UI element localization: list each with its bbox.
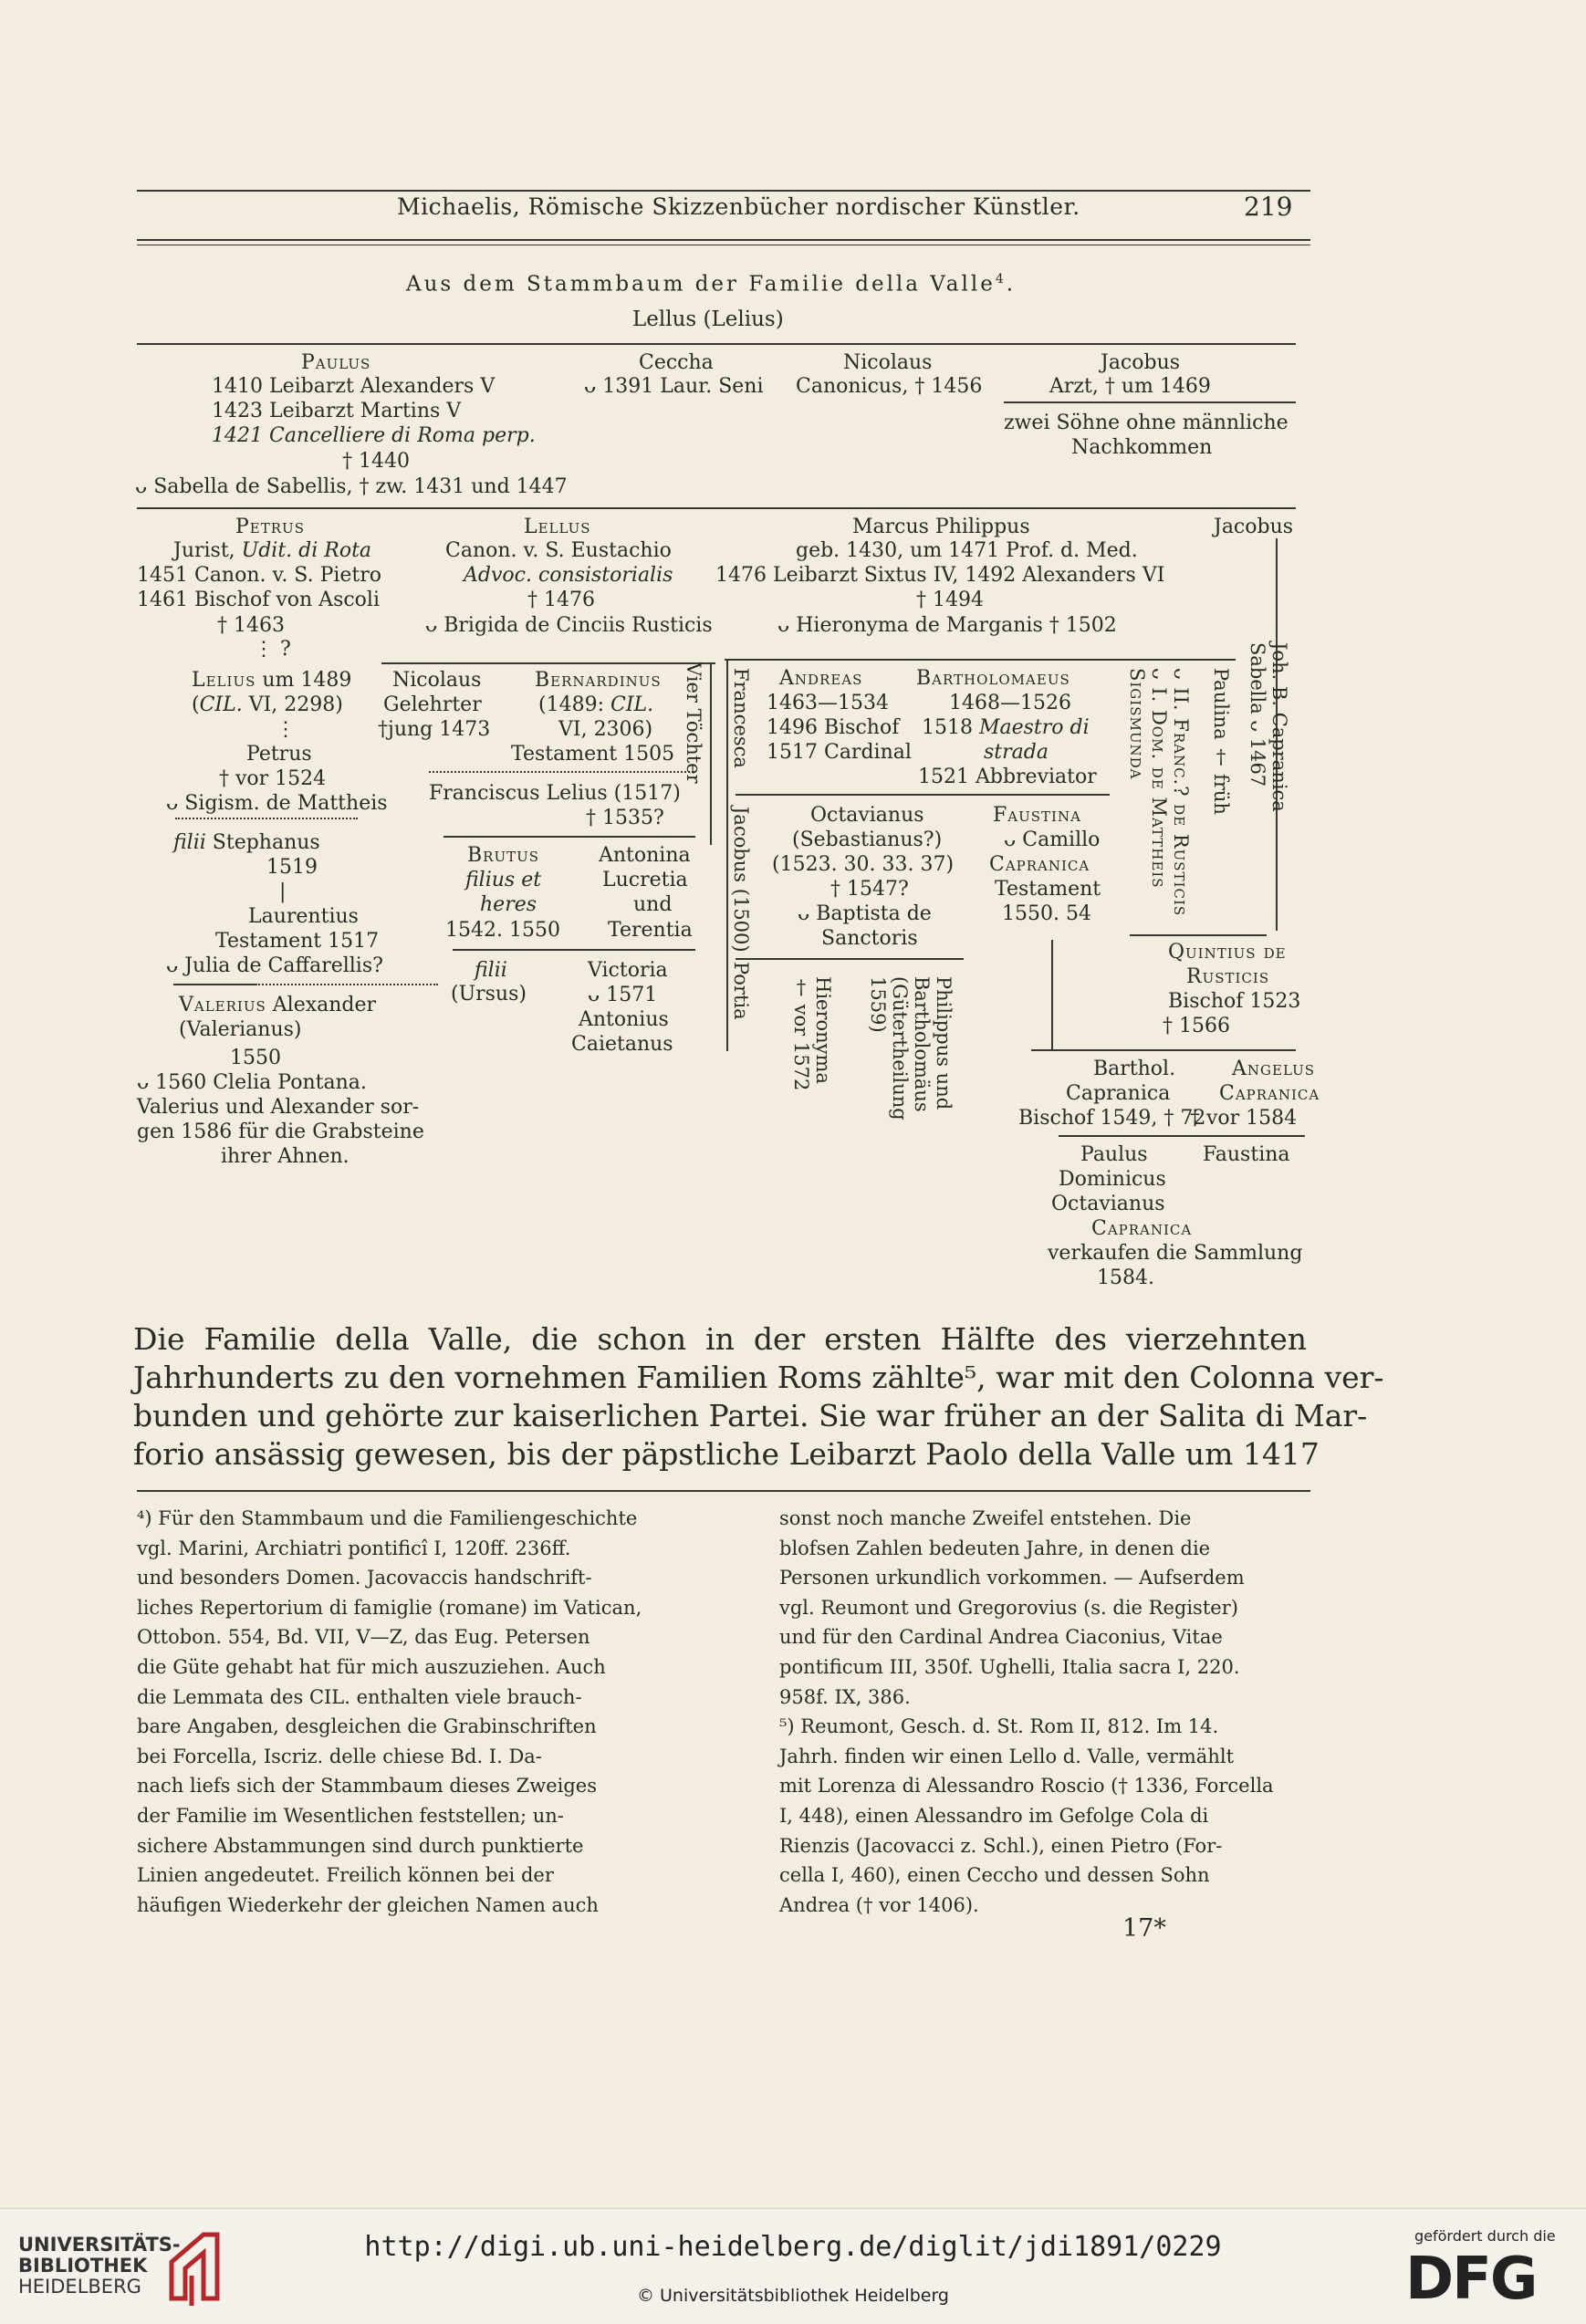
paulina: Paulina † früh <box>1210 668 1232 815</box>
bartholomaeus: 1468—1526 <box>949 692 1071 714</box>
valerius-dotted-bar <box>256 984 438 985</box>
brutus: heres <box>480 893 537 916</box>
footnote-line: I, 448), einen Alessandro im Gefolge Cola di <box>779 1804 1209 1827</box>
quintius: Rusticis <box>1186 965 1270 988</box>
filii-dotted-bar <box>175 818 358 819</box>
gen2-bar <box>137 507 1296 509</box>
andreas: 1463—1534 <box>767 692 889 714</box>
faustina: ᴗ Camillo <box>1004 829 1101 851</box>
bernardinus: Testament 1505 <box>511 743 675 766</box>
bartholomaeus: 1521 Abbreviator <box>918 766 1097 788</box>
paulus-line: 1410 Leibarzt Alexanders V <box>212 375 496 398</box>
children: Octavianus <box>1051 1193 1165 1215</box>
children: verkaufen die Sammlung <box>1048 1242 1303 1265</box>
footnote-line: cella I, 460), einen Ceccho und dessen Sohn <box>779 1864 1210 1887</box>
barthol: Barthol. <box>1093 1058 1176 1080</box>
sabella: Joh. B. Capranica Sabella ᴗ 1467 <box>1247 642 1290 812</box>
children: Faustina <box>1203 1143 1290 1166</box>
footnote-line: Linien angedeutet. Freilich können bei der <box>137 1864 554 1887</box>
footnote-line: bei Forcella, Iscriz. delle chiese Bd. I. Da- <box>137 1745 542 1767</box>
barthol: Bischof 1549, † 72 <box>1018 1107 1206 1130</box>
footnote-line: Personen urkundlich vorkommen. — Aufserdem <box>779 1567 1245 1589</box>
brutus: Brutus <box>467 844 540 867</box>
antonina: und <box>633 893 673 916</box>
octavianus: (Sebastianus?) <box>792 829 943 851</box>
footnote-line: Jahrh. finden wir einen Lello d. Valle, vermählt <box>779 1745 1235 1767</box>
angelus-children-bar <box>1059 1135 1305 1137</box>
sigismunda-children-bar <box>1130 934 1267 936</box>
jacobus-children-bar <box>1004 401 1296 403</box>
bernardinus: (1489: CIL. <box>538 693 654 716</box>
hieronyma: Hieronyma † vor 1572 <box>790 976 834 1091</box>
children: 1584. <box>1097 1266 1154 1289</box>
filii: filii <box>475 959 507 982</box>
octavianus-children-bar <box>736 958 964 960</box>
lellus-spouse: ᴗ Brigida de Cinciis Rusticis <box>425 614 713 637</box>
victoria: Caietanus <box>571 1033 673 1056</box>
paulus-line: 1421 Cancelliere di Roma perp. <box>212 424 536 447</box>
faustina: Faustina <box>993 804 1081 827</box>
antonina: Antonina <box>599 844 691 867</box>
body-line: forio ansässig gewesen, bis der päpstliche Leibarzt Paolo della Valle um 1417 <box>133 1436 1320 1472</box>
page-url-link[interactable]: http://digi.ub.uni-heidelberg.de/diglit/jdi1891/0229 <box>364 2231 1222 2263</box>
antonina: Terentia <box>608 919 693 942</box>
copyright: © Universitätsbibliothek Heidelberg <box>636 2286 949 2306</box>
petrus-desc: gen 1586 für die Grabsteine <box>137 1120 424 1143</box>
andreas-children-bar <box>736 794 1110 796</box>
antonina: Lucretia <box>602 869 688 891</box>
header-top-rule <box>137 190 1310 192</box>
bartholomaeus: strada <box>984 741 1049 764</box>
footnote-line: ⁵) Reumont, Gesch. d. St. Rom II, 812. Im 14. <box>779 1715 1219 1738</box>
octavianus: † 1547? <box>830 878 909 901</box>
philippus-line: † 1494 <box>916 589 984 611</box>
faustina: Testament <box>995 878 1101 901</box>
tree-root: Lellus (Lelius) <box>632 307 784 331</box>
jacobus-1500: Jacobus (1500) <box>730 807 752 953</box>
philippus-children-bar <box>725 659 1236 661</box>
barthol: Capranica <box>1066 1082 1171 1105</box>
signature-mark: 17* <box>1122 1914 1166 1943</box>
footnotes-left <box>137 1504 721 1920</box>
andreas: Andreas <box>779 667 863 690</box>
paulus-line: † 1440 <box>342 450 410 473</box>
petrus-desc: 1550 <box>230 1047 281 1069</box>
petrus-desc: Laurentius <box>248 905 359 928</box>
body-text <box>133 1320 1384 1474</box>
petrus-desc: ᴗ Julia de Caffarellis? <box>166 954 383 977</box>
petrus-desc: ⋮ <box>276 718 296 741</box>
philippus-name: Marcus Philippus <box>852 516 1030 538</box>
petrus-desc: (CIL. VI, 2298) <box>192 693 343 716</box>
library-line: BIBLIOTHEK <box>18 2255 148 2277</box>
lellus-nicolaus: †jung 1473 <box>378 718 491 741</box>
paulus-line: 1423 Leibarzt Martins V <box>212 400 462 422</box>
quintius: Bischof 1523 <box>1168 990 1301 1013</box>
octavianus: (1523. 30. 33. 37) <box>772 853 955 876</box>
filii: (Ursus) <box>451 983 527 1006</box>
philippus-line: geb. 1430, um 1471 Prof. d. Med. <box>796 539 1138 562</box>
philippus-bracket <box>726 659 728 1051</box>
library-line: HEIDELBERG <box>18 2276 141 2298</box>
brutus: filius et <box>465 869 542 891</box>
jacobus-line: zwei Söhne ohne männliche <box>1004 412 1289 434</box>
paulus-spouse: ᴗ Sabella de Sabellis, † zw. 1431 und 1447 <box>135 475 568 498</box>
bartholomaeus: Bartholomaeus <box>916 667 1070 690</box>
page-number: 219 <box>1244 192 1293 222</box>
octavianus: ᴗ Baptista de <box>798 902 932 925</box>
jacobus-name: Jacobus <box>1101 351 1181 374</box>
petrus-desc: Valerius Alexander <box>179 994 377 1016</box>
valerius-bar <box>173 984 256 985</box>
footnote-line: der Familie im Wesentlichen feststellen; un- <box>137 1804 564 1827</box>
footer-bar <box>0 2208 1586 2324</box>
lellus-line: Canon. v. S. Eustachio <box>445 539 672 562</box>
children: Capranica <box>1091 1217 1193 1240</box>
ceccha-line: ᴗ 1391 Laur. Seni <box>584 375 764 398</box>
petrus-desc: ᴗ Sigism. de Mattheis <box>166 792 388 815</box>
footnote-line: und besonders Domen. Jacovaccis handschrift- <box>137 1567 592 1589</box>
lellus-line: † 1476 <box>527 589 595 611</box>
petrus-desc: filii Stephanus <box>173 831 320 854</box>
body-line: Die Familie della Valle, die schon in der ersten Hälfte des vierzehnten <box>133 1321 1307 1357</box>
lellus-bracket <box>710 662 712 845</box>
footnote-line: Ottobon. 554, Bd. VII, V—Z, das Eug. Petersen <box>137 1626 590 1649</box>
body-line: Jahrhunderts zu den vornehmen Familien Roms zählte⁵, war mit den Colonna ver- <box>133 1360 1384 1395</box>
footnote-line: mit Lorenza di Alessandro Roscio († 1336, Forcella <box>779 1775 1274 1798</box>
angelus: † vor 1584 <box>1190 1107 1298 1130</box>
franciscus-children-bar <box>443 836 695 838</box>
footnote-line: und für den Cardinal Andrea Ciaconius, Vitae <box>779 1626 1223 1649</box>
sigismunda: ᴗ II. Franc.? de Rusticis ᴗ I. Dom. de Mattheis Sigismunda <box>1126 668 1192 917</box>
faustina: Capranica <box>989 853 1090 876</box>
dfg-logo: DFG <box>1405 2246 1537 2313</box>
footnote-line: die Güte gehabt hat für mich auszuziehen. Auch <box>137 1655 606 1678</box>
bartholomaeus: 1518 Maestro di <box>922 716 1090 739</box>
faustina: 1550. 54 <box>1002 902 1091 925</box>
petrus-line: Jurist, Udit. di Rota <box>173 539 372 562</box>
footnote-line: sonst noch manche Zweifel entstehen. Die <box>779 1507 1192 1529</box>
petrus-desc: | <box>279 881 287 903</box>
jacobus-line: Nachkommen <box>1071 436 1213 459</box>
ceccha-name: Ceccha <box>639 351 714 374</box>
andreas: 1496 Bischof <box>767 716 900 739</box>
nicolaus-name: Nicolaus <box>843 351 933 374</box>
petrus-line: 1461 Bischof von Ascoli <box>137 589 380 611</box>
franciscus-dotted-bar <box>429 771 694 773</box>
angelus: Angelus <box>1232 1058 1316 1080</box>
bernardinus: Bernardinus <box>535 669 662 692</box>
lellus-children-bar <box>381 662 715 664</box>
portia: Portia <box>730 962 752 1020</box>
lellus-nicolaus: Nicolaus <box>392 669 482 692</box>
lellus-line: Advoc. consistorialis <box>464 564 673 587</box>
body-line: bunden und gehörte zur kaiserlichen Partei. Sie war früher an der Salita di Mar- <box>133 1398 1368 1433</box>
octavianus: Sanctoris <box>821 927 918 950</box>
petrus-desc: (Valerianus) <box>179 1018 302 1041</box>
footnote-line: nach liefs sich der Stammbaum dieses Zweiges <box>137 1775 597 1798</box>
footnote-line: sichere Abstammungen sind durch punktierte <box>137 1834 584 1857</box>
footnote-line: häufigen Wiederkehr der gleichen Namen auch <box>137 1893 599 1916</box>
franciscus: † 1535? <box>586 807 664 829</box>
petrus-desc: 1519 <box>266 856 318 879</box>
funded-by-label: gefördert durch die <box>1414 2227 1556 2245</box>
petrus-uncertain: ⋮ ? <box>254 638 291 661</box>
petrus-desc: Valerius und Alexander sor- <box>137 1096 420 1119</box>
octavianus: Octavianus <box>810 804 924 827</box>
nicolaus-line: Canonicus, † 1456 <box>796 375 983 398</box>
petrus-desc: Testament 1517 <box>215 930 380 953</box>
victoria: Antonius <box>579 1008 669 1031</box>
brutus-children-bar <box>453 949 695 951</box>
bernardinus: VI, 2306) <box>558 718 653 741</box>
footnote-line: bare Angaben, desgleichen die Grabinschriften <box>137 1715 597 1738</box>
franciscus: Franciscus Lelius (1517) <box>429 782 681 805</box>
footnote-line: liches Repertorium di famiglie (romane) im Vatican, <box>137 1596 642 1619</box>
running-title: Michaelis, Römische Skizzenbücher nordischer Künstler. <box>397 193 1080 220</box>
quintius: † 1566 <box>1163 1015 1230 1037</box>
tree-caption: Aus dem Stammbaum der Familie della Valle$^4$. <box>406 272 1017 297</box>
faustina-children-bar <box>1031 1049 1296 1051</box>
jacobus2-name: Jacobus <box>1214 516 1294 538</box>
victoria: Victoria <box>588 959 668 982</box>
library-line: UNIVERSITÄTS- <box>18 2234 181 2256</box>
footnote-line: 958f. IX, 386. <box>779 1685 911 1708</box>
brutus: 1542. 1550 <box>445 919 560 942</box>
footnote-line: blofsen Zahlen bedeuten Jahre, in denen die <box>779 1537 1211 1559</box>
header-rule <box>137 239 1310 241</box>
footnote-line: pontificum III, 350f. Ughelli, Italia sacra I, 220. <box>779 1655 1240 1678</box>
petrus-desc: † vor 1524 <box>219 767 327 790</box>
petrus-desc: ihrer Ahnen. <box>221 1145 350 1168</box>
philippus-line: 1476 Leibarzt Sixtus IV, 1492 Alexanders VI <box>715 564 1165 587</box>
footnote-line: die Lemmata des CIL. enthalten viele brauch- <box>137 1685 582 1708</box>
philippus-spouse: ᴗ Hieronyma de Marganis † 1502 <box>777 614 1117 637</box>
petrus-line: † 1463 <box>217 614 285 637</box>
petrus-desc: Petrus <box>246 743 312 766</box>
children: Paulus <box>1080 1143 1148 1166</box>
footnote-line: Andrea († vor 1406). <box>779 1893 979 1916</box>
faustina-descent-line <box>1051 940 1053 1049</box>
footnotes-right <box>779 1504 1318 1920</box>
angelus: Capranica <box>1219 1082 1320 1105</box>
petrus-desc: Lelius um 1489 <box>192 669 352 692</box>
victoria: ᴗ 1571 <box>588 984 658 1006</box>
paulus-name: Paulus <box>301 351 371 374</box>
footnote-line: vgl. Reumont und Gregorovius (s. die Register) <box>779 1596 1238 1619</box>
lellus-name: Lellus <box>524 516 591 538</box>
footnote-line: ⁴) Für den Stammbaum und die Familiengeschichte <box>137 1507 638 1529</box>
petrus-desc: ᴗ 1560 Clelia Pontana. <box>137 1071 367 1094</box>
quintius: Quintius de <box>1168 941 1287 964</box>
lellus-nicolaus: Gelehrter <box>383 693 482 716</box>
petrus-line: 1451 Canon. v. S. Pietro <box>137 564 382 587</box>
footnote-rule <box>137 1490 1310 1492</box>
philippus-bartholomaeus: Philippus und Bartholomäus (Gütertheilung 1559) <box>867 976 955 1120</box>
gen1-bar <box>137 343 1296 345</box>
children: Dominicus <box>1059 1168 1166 1191</box>
footnote-line: vgl. Marini, Archiatri pontificî I, 120ff. 236ff. <box>137 1537 571 1559</box>
footnote-line: Rienzis (Jacovacci z. Schl.), einen Pietro (For- <box>779 1834 1223 1857</box>
jacobus-line: Arzt, † um 1469 <box>1049 375 1211 398</box>
petrus-name: Petrus <box>235 516 305 538</box>
francesca: Francesca <box>730 668 752 768</box>
andreas: 1517 Cardinal <box>767 741 912 764</box>
vier-toechter: Vier Töchter <box>683 662 704 784</box>
